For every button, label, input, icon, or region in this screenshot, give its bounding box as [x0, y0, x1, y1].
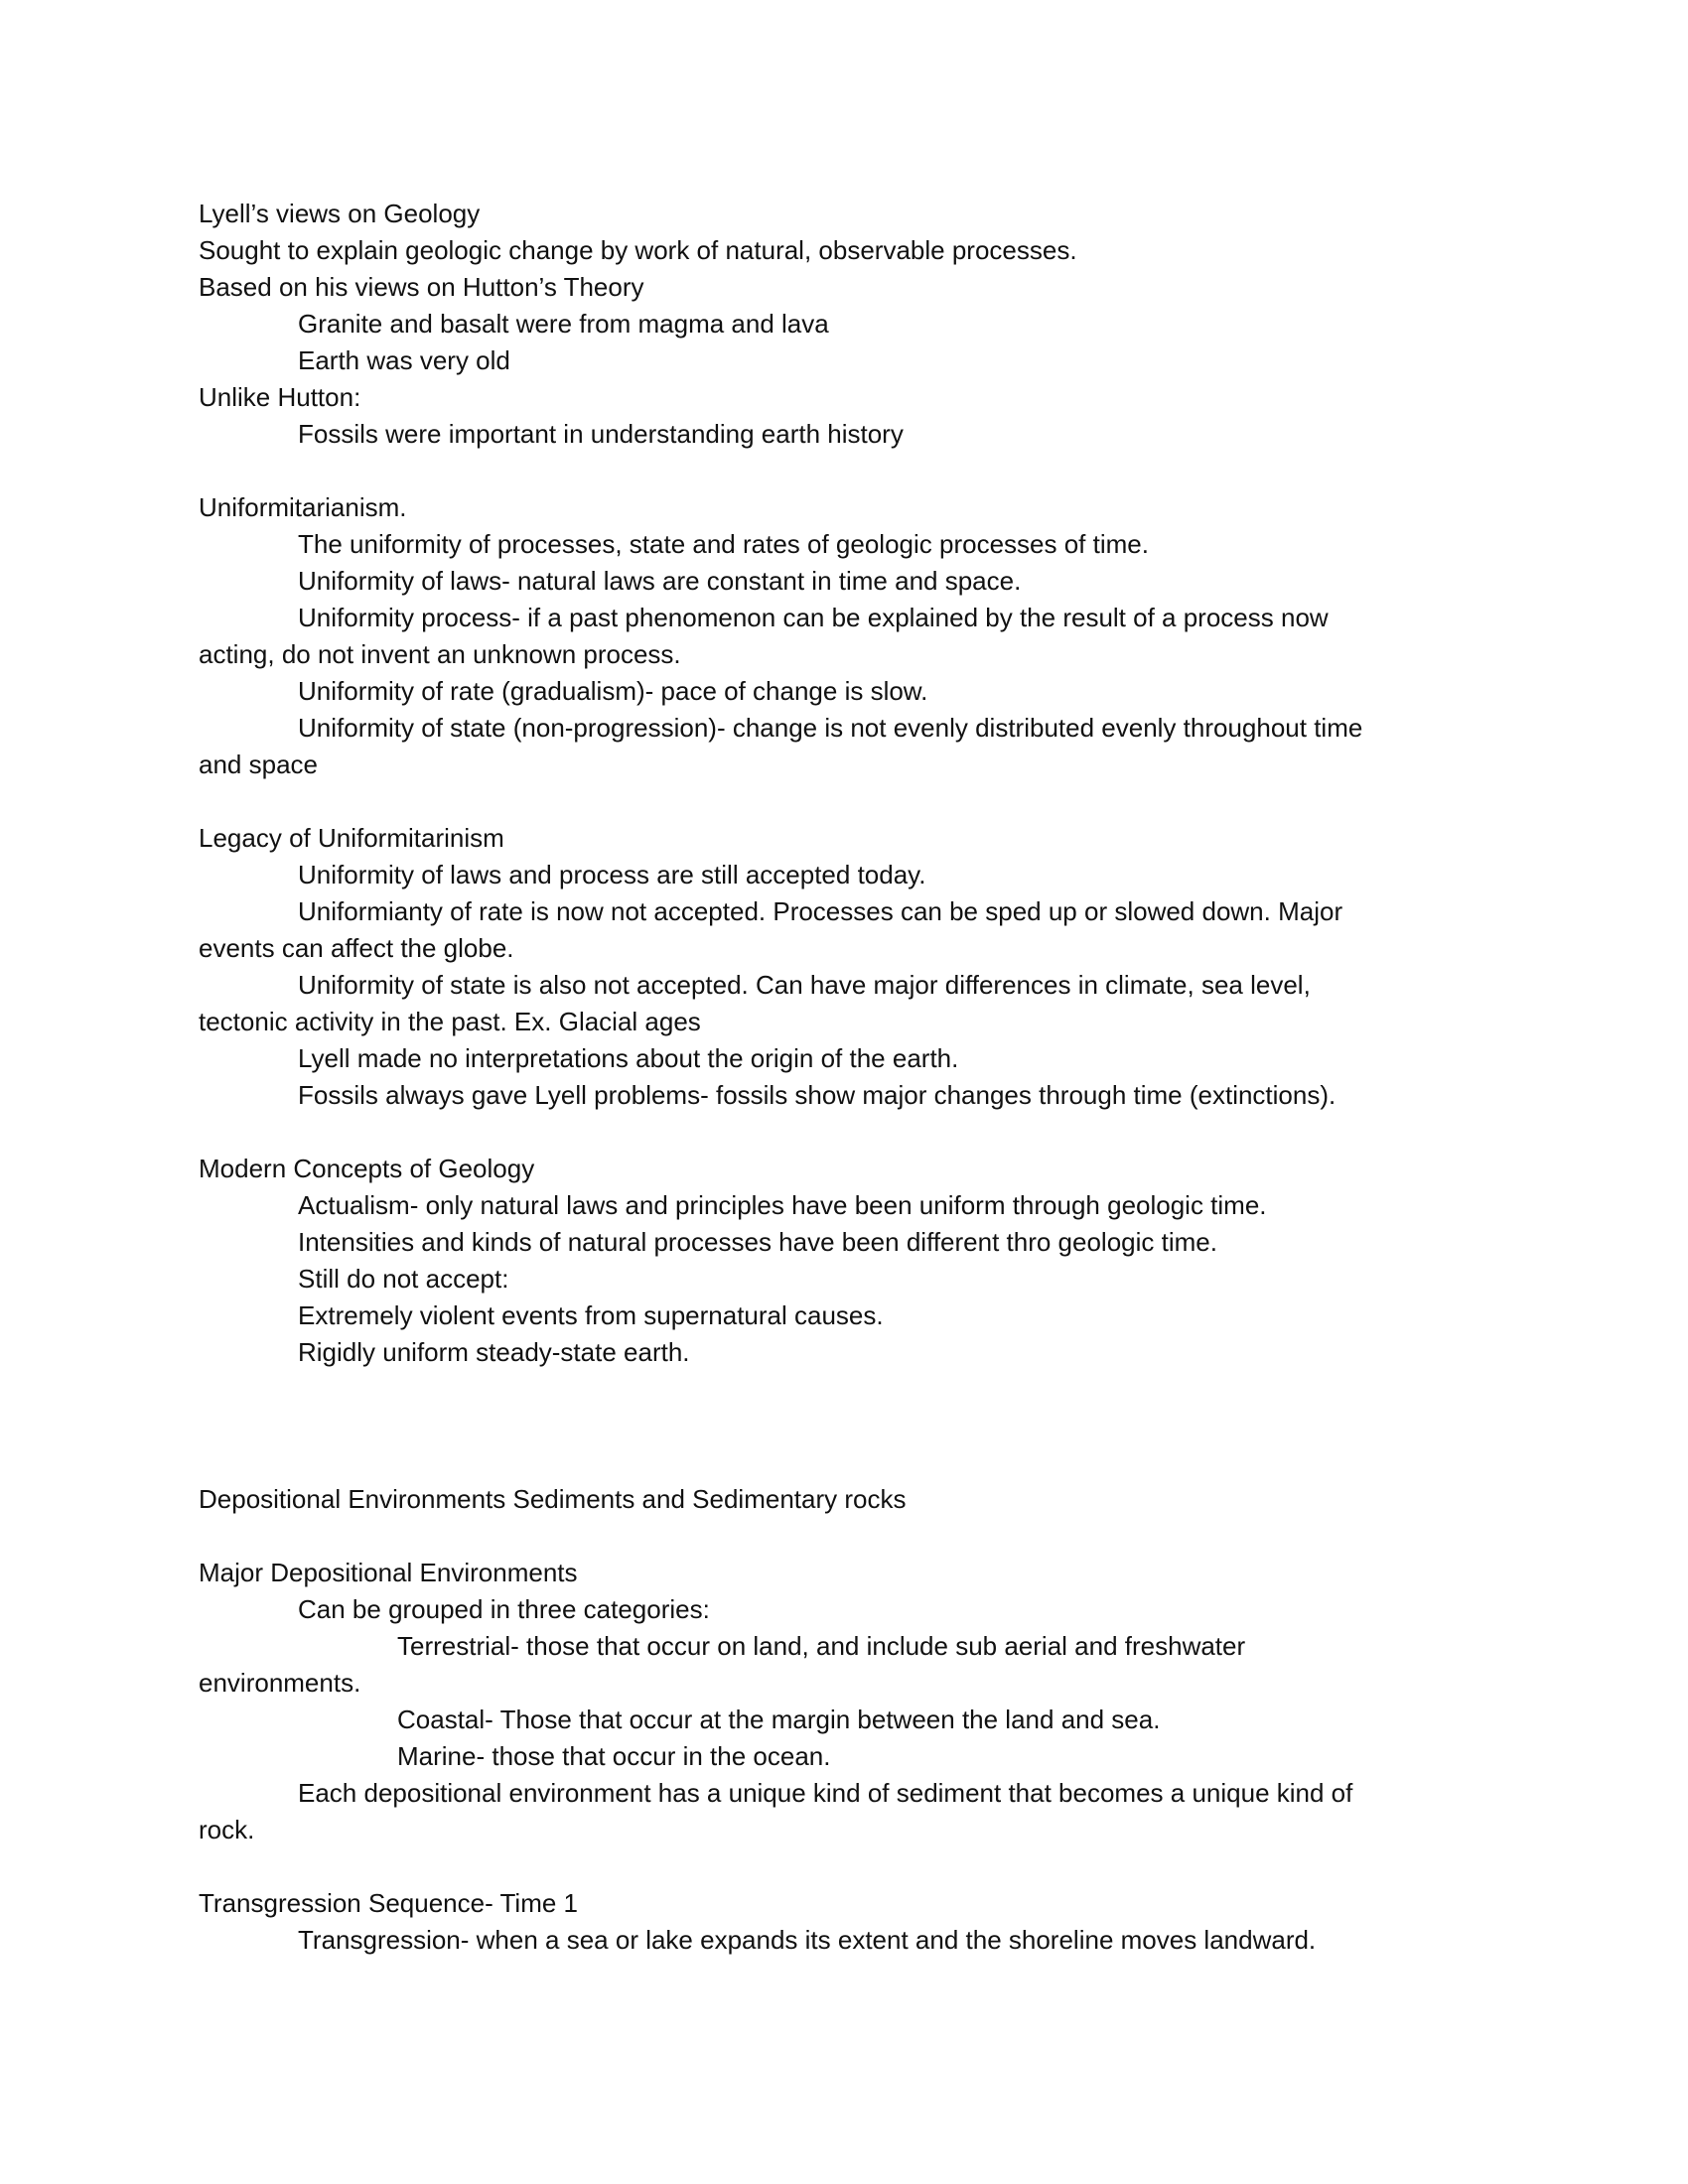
paragraph-gap: [199, 783, 1489, 820]
text-line: Uniformity of laws- natural laws are constant in time and space.: [298, 566, 1022, 596]
section-heading: Uniformitarianism.: [199, 492, 407, 522]
section-heading: Transgression Sequence- Time 1: [199, 1888, 579, 1918]
text-line: Rigidly uniform steady-state earth.: [298, 1337, 690, 1367]
text-line: Granite and basalt were from magma and lava: [298, 309, 829, 339]
text-line: Fossils always gave Lyell problems- fossils show major changes through time (extinctions).: [298, 1080, 1336, 1110]
text-line: Uniformity process- if a past phenomenon can be explained by the result of a process now: [298, 603, 1329, 632]
text-line: events can affect the globe.: [199, 933, 514, 963]
text-line: rock.: [199, 1815, 255, 1844]
paragraph-gap: [199, 453, 1489, 489]
paragraph-gap: [199, 1848, 1489, 1885]
text-line: Unlike Hutton:: [199, 382, 361, 412]
text-line: environments.: [199, 1668, 361, 1698]
text-line: The uniformity of processes, state and rates of geologic processes of time.: [298, 529, 1149, 559]
text-line: Uniformity of state is also not accepted. Can have major differences in climate, sea level,: [298, 970, 1311, 1000]
section-heading: Depositional Environments Sediments and Sedimentary rocks: [199, 1484, 907, 1514]
section-lyells-views: [199, 196, 1489, 453]
text-line: Coastal- Those that occur at the margin between the land and sea.: [397, 1705, 1161, 1734]
section-uniformitarianism: [199, 489, 1489, 783]
text-line: Intensities and kinds of natural processes have been different thro geologic time.: [298, 1227, 1217, 1257]
text-line: Uniformity of rate (gradualism)- pace of change is slow.: [298, 676, 928, 706]
paragraph-gap: [199, 1518, 1489, 1555]
text-line: Extremely violent events from supernatural causes.: [298, 1300, 884, 1330]
text-line: Uniformity of state (non-progression)- change is not evenly distributed evenly throughout time: [298, 713, 1363, 743]
text-line: Lyell made no interpretations about the origin of the earth.: [298, 1043, 959, 1073]
section-modern-concepts: [199, 1151, 1489, 1371]
text-line: Actualism- only natural laws and principles have been uniform through geologic time.: [298, 1190, 1267, 1220]
section-heading: Modern Concepts of Geology: [199, 1154, 535, 1183]
text-line: Transgression- when a sea or lake expands its extent and the shoreline moves landward.: [298, 1925, 1317, 1955]
section-transgression-sequence: [199, 1885, 1489, 1959]
section-legacy-of-uniformitarinism: [199, 820, 1489, 1114]
text-line: Fossils were important in understanding earth history: [298, 419, 904, 449]
document-page: [199, 196, 1489, 1959]
text-line: Uniformity of laws and process are still accepted today.: [298, 860, 926, 889]
paragraph-gap: [199, 1444, 1489, 1481]
section-heading: Major Depositional Environments: [199, 1558, 578, 1587]
section-heading: Lyell’s views on Geology: [199, 199, 481, 228]
text-line: Still do not accept:: [298, 1264, 509, 1294]
section-depositional-environments-title: [199, 1481, 1489, 1518]
section-heading: Legacy of Uniformitarinism: [199, 823, 504, 853]
text-line: acting, do not invent an unknown process.: [199, 639, 681, 669]
text-line: Uniformianty of rate is now not accepted. Processes can be sped up or slowed down. Major: [298, 896, 1343, 926]
paragraph-gap: [199, 1408, 1489, 1444]
text-line: Based on his views on Hutton’s Theory: [199, 272, 644, 302]
text-line: Each depositional environment has a unique kind of sediment that becomes a unique kind of: [298, 1778, 1353, 1808]
text-line: Marine- those that occur in the ocean.: [397, 1741, 831, 1771]
text-line: Terrestrial- those that occur on land, and include sub aerial and freshwater: [397, 1631, 1246, 1661]
paragraph-gap: [199, 1114, 1489, 1151]
text-line: tectonic activity in the past. Ex. Glacial ages: [199, 1007, 701, 1036]
text-line: Sought to explain geologic change by work of natural, observable processes.: [199, 235, 1077, 265]
text-line: and space: [199, 750, 318, 779]
text-line: Can be grouped in three categories:: [298, 1594, 710, 1624]
text-line: Earth was very old: [298, 345, 510, 375]
paragraph-gap: [199, 1371, 1489, 1408]
section-major-depositional-environments: [199, 1555, 1489, 1848]
